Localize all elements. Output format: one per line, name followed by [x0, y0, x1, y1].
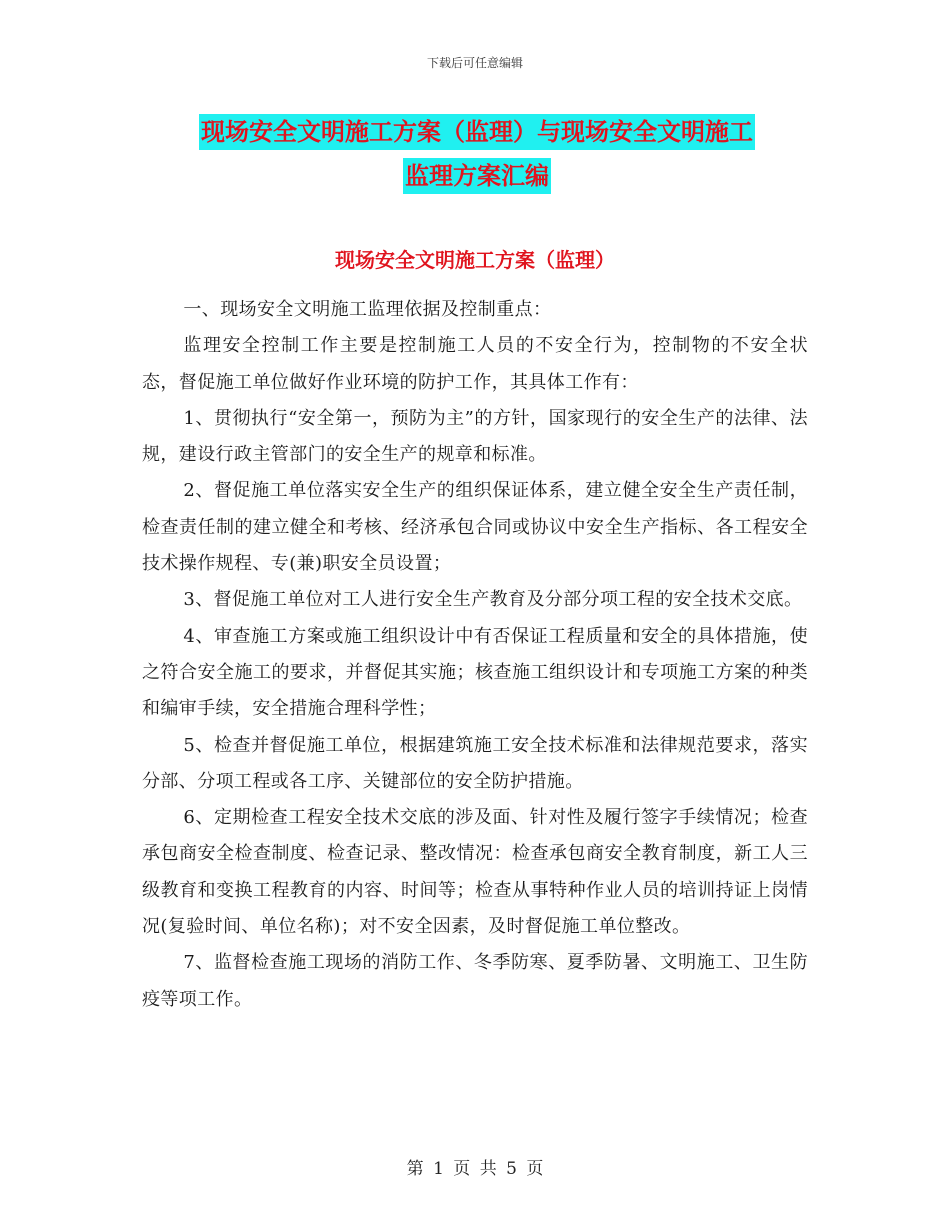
body-text	[142, 292, 808, 1018]
document-title-line1: 现场安全文明施工方案（监理）与现场安全文明施工	[199, 114, 755, 150]
paragraph: 一、现场安全文明施工监理依据及控制重点：	[183, 299, 552, 320]
paragraph: 5、检查并督促施工单位，根据建筑施工安全技术标准和法律规范要求，落实分部、分项工程或各工序、关键部位的安全防护措施。	[142, 734, 808, 792]
paragraph: 3、督促施工单位对工人进行安全生产教育及分部分项工程的安全技术交底。	[183, 589, 803, 611]
paragraph: 1、贯彻执行“安全第一，预防为主”的方针，国家现行的安全生产的法律、法规，建设行政主管部门的安全生产的规章和标准。	[142, 407, 808, 466]
page-footer: 第 1 页 共 5 页	[406, 1159, 544, 1179]
paragraph: 监理安全控制工作主要是控制施工人员的不安全行为，控制物的不安全状态，督促施工单位做好作业环境的防护工作，其具体工作有：	[142, 335, 808, 393]
paragraph: 6、定期检查工程安全技术交底的涉及面、针对性及履行签字手续情况；检查承包商安全检查制度、检查记录、整改情况：检查承包商安全教育制度，新工人三级教育和变换工程教育的内容、时间等；检查从事特种作业人员的培训持证上岗情况(复验时间、单位名称)；对不安全因素，及时督促施工单位整改。	[142, 807, 808, 938]
paragraph: 4、审查施工方案或施工组织设计中有否保证工程质量和安全的具体措施，使之符合安全施工的要求，并督促其实施；核查施工组织设计和专项施工方案的种类和编审手续，安全措施合理科学性；	[142, 625, 808, 720]
document-title-line2: 监理方案汇编	[403, 158, 551, 194]
section-title: 现场安全文明施工方案（监理）	[335, 248, 615, 272]
paragraph: 2、督促施工单位落实安全生产的组织保证体系，建立健全安全生产责任制，检查责任制的建立健全和考核、经济承包合同或协议中安全生产指标、各工程安全技术操作规程、专(兼)职安全员设置；	[142, 480, 808, 575]
paragraph: 7、监督检查施工现场的消防工作、冬季防寒、夏季防暑、文明施工、卫生防疫等项工作。	[142, 952, 808, 1010]
document-title	[142, 110, 812, 198]
header-note: 下载后可任意编辑	[426, 56, 523, 70]
